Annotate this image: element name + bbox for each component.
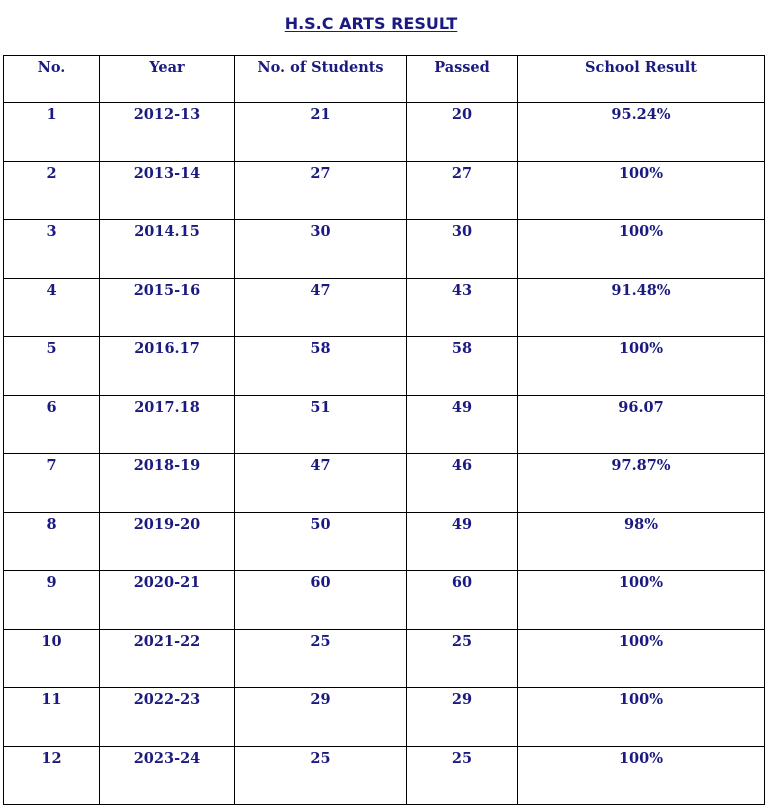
cell-students: 27 (235, 161, 407, 220)
table-row (4, 629, 765, 688)
cell-year: 2013-14 (100, 161, 235, 220)
cell-passed: 20 (407, 103, 518, 162)
cell-school-result: 95.24% (518, 103, 765, 162)
cell-year: 2023-24 (100, 746, 235, 805)
cell-passed: 25 (407, 629, 518, 688)
cell-no: 12 (4, 746, 100, 805)
cell-school-result: 98% (518, 512, 765, 571)
cell-no: 3 (4, 220, 100, 279)
cell-students: 29 (235, 688, 407, 747)
table-row (4, 220, 765, 279)
header-no: No. (4, 56, 100, 103)
cell-students: 47 (235, 278, 407, 337)
cell-year: 2021-22 (100, 629, 235, 688)
table-row (4, 512, 765, 571)
cell-passed: 30 (407, 220, 518, 279)
cell-passed: 27 (407, 161, 518, 220)
cell-students: 30 (235, 220, 407, 279)
cell-passed: 60 (407, 571, 518, 630)
table-header (4, 56, 765, 103)
cell-no: 4 (4, 278, 100, 337)
cell-school-result: 100% (518, 161, 765, 220)
cell-students: 51 (235, 395, 407, 454)
cell-school-result: 97.87% (518, 454, 765, 513)
cell-students: 60 (235, 571, 407, 630)
cell-school-result: 100% (518, 688, 765, 747)
header-passed: Passed (407, 56, 518, 103)
cell-year: 2014.15 (100, 220, 235, 279)
table-row (4, 337, 765, 396)
cell-students: 58 (235, 337, 407, 396)
header-school-result: School Result (518, 56, 765, 103)
cell-no: 9 (4, 571, 100, 630)
cell-no: 8 (4, 512, 100, 571)
cell-year: 2015-16 (100, 278, 235, 337)
cell-students: 47 (235, 454, 407, 513)
cell-students: 25 (235, 629, 407, 688)
table-row (4, 454, 765, 513)
cell-passed: 58 (407, 337, 518, 396)
table-row (4, 161, 765, 220)
cell-school-result: 96.07 (518, 395, 765, 454)
table-row (4, 746, 765, 805)
table-row (4, 395, 765, 454)
cell-school-result: 100% (518, 220, 765, 279)
table-row (4, 278, 765, 337)
cell-no: 5 (4, 337, 100, 396)
cell-passed: 43 (407, 278, 518, 337)
cell-year: 2017.18 (100, 395, 235, 454)
cell-year: 2020-21 (100, 571, 235, 630)
table-body (4, 103, 765, 805)
table-row (4, 103, 765, 162)
cell-no: 11 (4, 688, 100, 747)
page-title: H.S.C ARTS RESULT (284, 14, 458, 33)
cell-year: 2016.17 (100, 337, 235, 396)
table-row (4, 571, 765, 630)
cell-students: 21 (235, 103, 407, 162)
cell-passed: 25 (407, 746, 518, 805)
cell-passed: 49 (407, 512, 518, 571)
cell-school-result: 100% (518, 746, 765, 805)
header-year: Year (100, 56, 235, 103)
cell-students: 25 (235, 746, 407, 805)
cell-year: 2012-13 (100, 103, 235, 162)
cell-school-result: 100% (518, 337, 765, 396)
table-row (4, 688, 765, 747)
cell-year: 2018-19 (100, 454, 235, 513)
cell-passed: 49 (407, 395, 518, 454)
cell-no: 10 (4, 629, 100, 688)
cell-passed: 29 (407, 688, 518, 747)
cell-no: 6 (4, 395, 100, 454)
cell-year: 2019-20 (100, 512, 235, 571)
cell-school-result: 100% (518, 571, 765, 630)
cell-year: 2022-23 (100, 688, 235, 747)
cell-passed: 46 (407, 454, 518, 513)
results-table (3, 55, 765, 805)
cell-school-result: 100% (518, 629, 765, 688)
header-row (4, 56, 765, 103)
cell-school-result: 91.48% (518, 278, 765, 337)
cell-no: 2 (4, 161, 100, 220)
cell-students: 50 (235, 512, 407, 571)
header-students: No. of Students (235, 56, 407, 103)
cell-no: 1 (4, 103, 100, 162)
cell-no: 7 (4, 454, 100, 513)
